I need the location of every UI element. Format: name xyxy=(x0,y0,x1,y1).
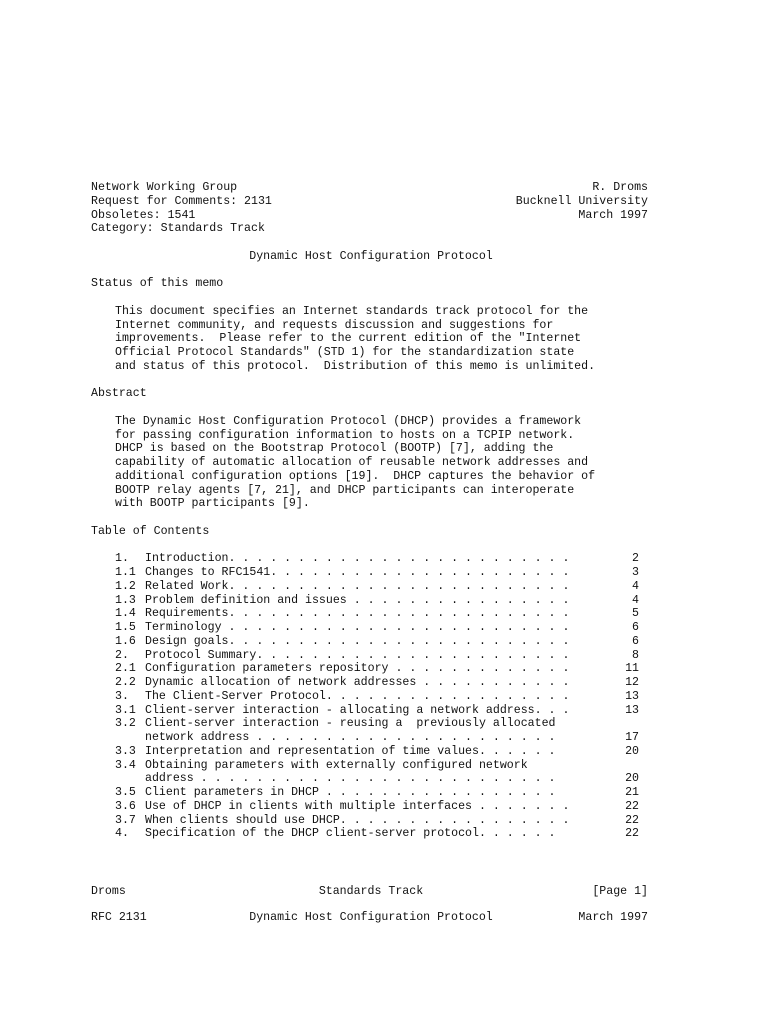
toc-entry-number: 1.1 xyxy=(115,566,136,579)
toc-entry xyxy=(91,676,651,690)
status-line: improvements. Please refer to the current edition of the "Internet xyxy=(115,332,582,346)
toc-entry-page: 3 xyxy=(632,566,639,579)
toc-entry-title: Client-server interaction - reusing a previously allocated xyxy=(145,717,556,731)
toc-entry-number: 3. xyxy=(115,689,129,703)
toc-entry-title: Design goals. . . . . . . . . . . . . . . . . . . . . . . . . xyxy=(145,634,570,648)
toc-entry-number: 1.4 xyxy=(115,607,136,621)
header-right: Bucknell University xyxy=(515,194,648,208)
spacer xyxy=(91,236,651,250)
toc-entry-title: Protocol Summary. . . . . . . . . . . . . . . . . . . . . . . xyxy=(145,648,570,662)
toc-entry-page: 21 xyxy=(625,786,639,799)
header-row xyxy=(91,181,651,195)
toc-entry-page: 8 xyxy=(632,648,639,662)
running-header-rfc: RFC 2131 xyxy=(91,911,147,924)
abstract-heading: Abstract xyxy=(91,387,147,401)
header-right: R. Droms xyxy=(592,181,648,194)
status-line: Official Protocol Standards" (STD 1) for the standardization state xyxy=(115,346,575,359)
header-left: Request for Comments: 2131 xyxy=(91,194,272,208)
toc-entry-number: 3.1 xyxy=(115,703,136,717)
toc-entry-page: 6 xyxy=(632,634,639,648)
toc-entry-title: Related Work. . . . . . . . . . . . . . . . . . . . . . . . . xyxy=(145,579,570,593)
toc-entry-title: Use of DHCP in clients with multiple interfaces . . . . . . . xyxy=(145,799,570,813)
abstract-line: BOOTP relay agents [7, 21], and DHCP participants can interoperate xyxy=(115,483,575,497)
running-header-row xyxy=(91,911,651,925)
toc-entry-page: 12 xyxy=(625,676,639,689)
status-line: Internet community, and requests discussion and suggestions for xyxy=(115,318,554,332)
toc-entry xyxy=(91,814,651,828)
toc-entry-page: 17 xyxy=(625,731,639,744)
toc-entry-page: 5 xyxy=(632,607,639,621)
toc-entry xyxy=(91,649,651,663)
document-header xyxy=(91,181,651,236)
toc-entry-title: The Client-Server Protocol. . . . . . . . . . . . . . . . . . xyxy=(145,689,570,703)
document-title: Dynamic Host Configuration Protocol xyxy=(249,249,493,263)
toc-entry xyxy=(91,800,651,814)
toc-entry xyxy=(91,552,651,566)
spacer xyxy=(91,401,651,415)
toc-entry-page: 13 xyxy=(625,689,639,703)
toc-entry-title: Dynamic allocation of network addresses . . . . . . . . . . . xyxy=(145,676,570,689)
toc-entry-title: Obtaining parameters with externally configured network xyxy=(145,758,528,772)
table-of-contents xyxy=(91,552,651,841)
spacer xyxy=(91,539,651,553)
toc-entry xyxy=(91,607,651,621)
footer-row xyxy=(91,885,651,899)
header-row xyxy=(91,209,651,223)
toc-entry xyxy=(91,827,651,841)
abstract-line: for passing configuration information to hosts on a TCPIP network. xyxy=(115,428,575,442)
status-paragraph xyxy=(91,305,651,374)
toc-entry-number: 2.2 xyxy=(115,676,136,689)
toc-entry-title: Configuration parameters repository . . . . . . . . . . . . . xyxy=(145,662,570,676)
toc-entry-title: Specification of the DHCP client-server protocol. . . . . . xyxy=(145,827,556,841)
toc-entry-page: 2 xyxy=(632,552,639,566)
toc-entry-title: network address . . . . . . . . . . . . . . . . . . . . . . xyxy=(145,731,556,744)
toc-entry-number: 1.3 xyxy=(115,593,136,607)
running-header xyxy=(91,911,651,925)
toc-entry-page: 4 xyxy=(632,593,639,607)
header-row xyxy=(91,195,651,209)
running-header-date: March 1997 xyxy=(578,911,648,924)
status-line: This document specifies an Internet standards track protocol for the xyxy=(115,304,589,318)
abstract-line: capability of automatic allocation of reusable network addresses and xyxy=(115,456,589,469)
footer-author: Droms xyxy=(91,885,126,898)
toc-entry xyxy=(91,786,651,800)
toc-entry xyxy=(91,717,651,731)
status-line: and status of this protocol. Distribution of this memo is unlimited. xyxy=(115,359,596,373)
toc-entry-page: 4 xyxy=(632,579,639,593)
toc-entry-number: 3.7 xyxy=(115,813,136,827)
toc-entry-number: 3.2 xyxy=(115,717,136,731)
toc-entry xyxy=(91,635,651,649)
toc-entry-page: 6 xyxy=(632,621,639,634)
toc-entry-title: Terminology . . . . . . . . . . . . . . . . . . . . . . . . . xyxy=(145,621,570,634)
footer-category: Standards Track xyxy=(318,885,424,898)
toc-entry-title: Requirements. . . . . . . . . . . . . . . . . . . . . . . . . xyxy=(145,607,570,621)
running-header-title: Dynamic Host Configuration Protocol xyxy=(249,911,493,924)
status-heading: Status of this memo xyxy=(91,277,224,291)
toc-entry xyxy=(91,594,651,608)
toc-entry-page: 20 xyxy=(625,744,639,758)
toc-entry-title: Interpretation and representation of time values. . . . . . xyxy=(145,744,556,758)
header-left: Category: Standards Track xyxy=(91,222,265,236)
abstract-paragraph xyxy=(91,415,651,511)
page-footer xyxy=(91,885,651,899)
toc-entry-title: When clients should use DHCP. . . . . . . . . . . . . . . . . xyxy=(145,813,570,827)
toc-entry-number: 3.3 xyxy=(115,744,136,758)
toc-heading: Table of Contents xyxy=(91,524,210,538)
toc-entry xyxy=(91,704,651,718)
toc-entry-page: 22 xyxy=(625,799,639,813)
toc-entry xyxy=(91,690,651,704)
abstract-line: The Dynamic Host Configuration Protocol (DHCP) provides a framework xyxy=(115,414,582,428)
header-right: March 1997 xyxy=(578,208,648,222)
header-left: Obsoletes: 1541 xyxy=(91,208,196,222)
toc-entry xyxy=(91,662,651,676)
toc-entry-number: 1. xyxy=(115,552,129,566)
toc-entry-title: Changes to RFC1541. . . . . . . . . . . . . . . . . . . . . . xyxy=(145,566,570,579)
toc-entry xyxy=(91,580,651,594)
spacer xyxy=(91,374,651,388)
toc-entry-page: 13 xyxy=(625,703,639,717)
toc-entry-title: address . . . . . . . . . . . . . . . . . . . . . . . . . . xyxy=(145,772,556,786)
toc-entry-number: 2. xyxy=(115,648,129,662)
toc-entry-title: Problem definition and issues . . . . . . . . . . . . . . . . xyxy=(145,593,570,607)
toc-entry-number: 3.4 xyxy=(115,758,136,772)
spacer xyxy=(91,511,651,525)
toc-entry xyxy=(91,772,651,786)
abstract-line: additional configuration options [19]. DHCP captures the behavior of xyxy=(115,469,596,483)
footer-page-number: [Page 1] xyxy=(592,885,648,898)
toc-entry-title: Introduction. . . . . . . . . . . . . . . . . . . . . . . . . xyxy=(145,552,570,566)
toc-entry-number: 3.6 xyxy=(115,799,136,813)
toc-entry xyxy=(91,745,651,759)
document-body xyxy=(91,181,651,841)
toc-entry-number: 3.5 xyxy=(115,786,136,799)
toc-entry xyxy=(91,566,651,580)
toc-entry xyxy=(91,759,651,773)
spacer xyxy=(91,264,651,278)
toc-entry-title: Client-server interaction - allocating a network address. . . xyxy=(145,703,570,717)
abstract-line: DHCP is based on the Bootstrap Protocol (BOOTP) [7], adding the xyxy=(115,442,554,456)
toc-entry-number: 4. xyxy=(115,827,129,841)
toc-entry xyxy=(91,621,651,635)
toc-entry-title: Client parameters in DHCP . . . . . . . . . . . . . . . . . xyxy=(145,786,556,799)
toc-entry-page: 22 xyxy=(625,827,639,841)
toc-entry-number: 2.1 xyxy=(115,662,136,676)
toc-entry-number: 1.6 xyxy=(115,634,136,648)
toc-entry-page: 22 xyxy=(625,813,639,827)
toc-entry-number: 1.2 xyxy=(115,579,136,593)
spacer xyxy=(91,291,651,305)
toc-entry xyxy=(91,731,651,745)
toc-entry-page: 11 xyxy=(625,662,639,676)
toc-entry-number: 1.5 xyxy=(115,621,136,634)
toc-entry-page: 20 xyxy=(625,772,639,786)
abstract-line: with BOOTP participants [9]. xyxy=(115,497,310,511)
header-row xyxy=(91,222,651,236)
header-left: Network Working Group xyxy=(91,181,238,194)
